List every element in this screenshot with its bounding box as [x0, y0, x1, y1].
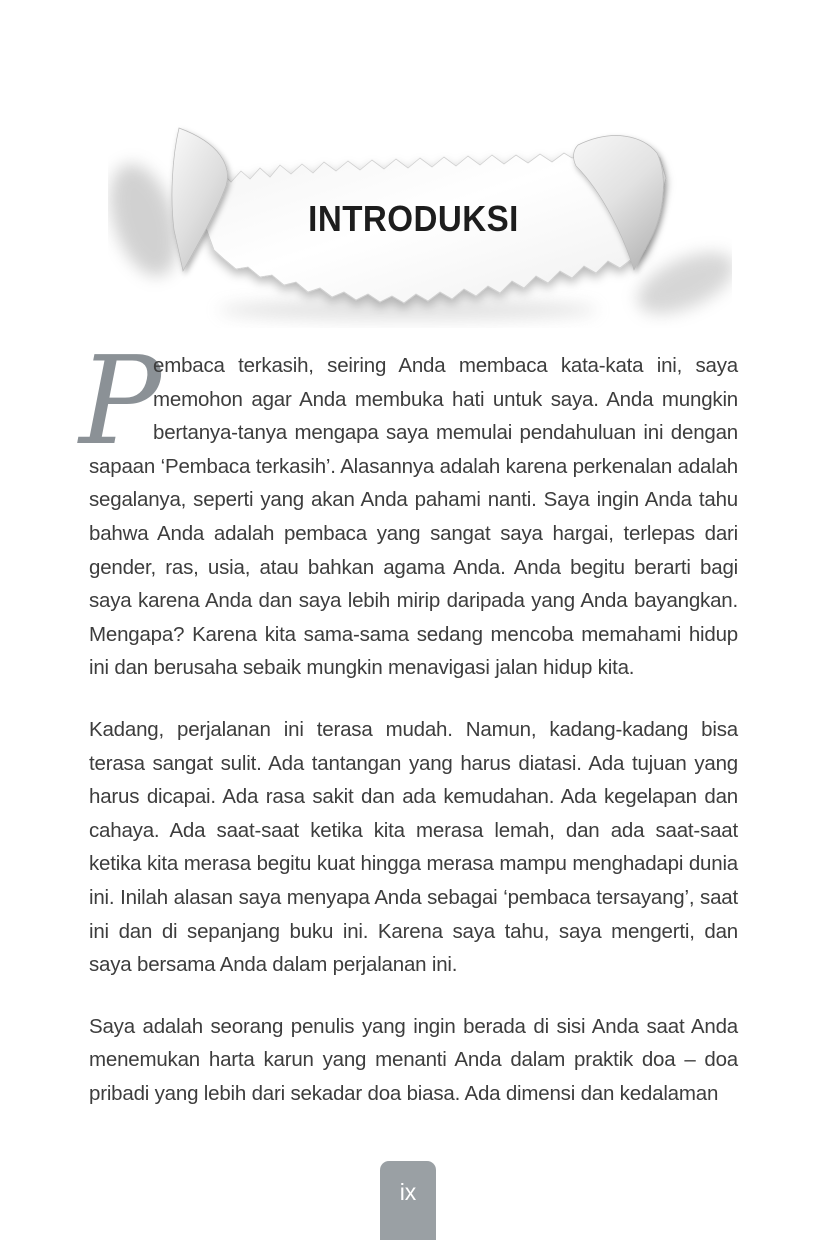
bottom-shadow	[218, 300, 598, 320]
paragraph-2: Kadang, perjalanan ini terasa mudah. Namun, kadang-kadang bisa terasa sangat sulit. Ada tantangan yang harus diatasi. Ada tujuan yang harus dicapai. Ada rasa sakit dan ada kemudahan. Ada kegelapan dan cahaya. Ada saat-saat ketika kita merasa lemah, dan ada saat-saat ketika kita merasa begitu kuat hingga merasa mampu menghadapi dunia ini. Inilah alasan saya menyapa Anda sebagai ‘pembaca tersayang’, saat ini dan di sepanjang buku ini. Karena saya tahu, saya mengerti, dan saya bersama Anda dalam perjalanan ini.	[89, 717, 738, 977]
dropcap-letter: P	[79, 330, 162, 472]
right-shadow	[629, 240, 732, 326]
paragraph-3: Saya adalah seorang penulis yang ingin berada di sisi Anda saat Anda menemukan harta karun yang menanti Anda dalam praktik doa – doa pribadi yang lebih dari sekadar doa biasa. Ada dimensi dan kedalaman	[89, 1014, 738, 1105]
paragraph-1	[79, 330, 738, 685]
paragraph-1-text: embaca terkasih, seiring Anda membaca kata-kata ini, saya memohon agar Anda membuka hati untuk saya. Anda mungkin bertanya-tanya mengapa saya memulai pendahuluan ini dengan sapaan ‘Pembaca terkasih’. Alasannya adalah karena perkenalan adalah segalanya, seperti yang akan Anda pahami nanti. Saya ingin Anda tahu bahwa Anda adalah pembaca yang sangat saya hargai, terlepas dari gender, ras, usia, atau bahkan agama Anda. Anda begitu berarti bagi saya karena Anda dan saya lebih mirip daripada yang Anda bayangkan. Mengapa? Karena kita sama-sama sedang mencoba memahami hidup ini dan berusaha sebaik mungkin menavigasi jalan hidup kita.	[89, 354, 738, 680]
body-content	[79, 330, 738, 1138]
page-number-label: ix	[399, 1179, 417, 1205]
page-number-tab	[380, 1161, 436, 1240]
chapter-title: INTRODUKSI	[308, 198, 519, 239]
